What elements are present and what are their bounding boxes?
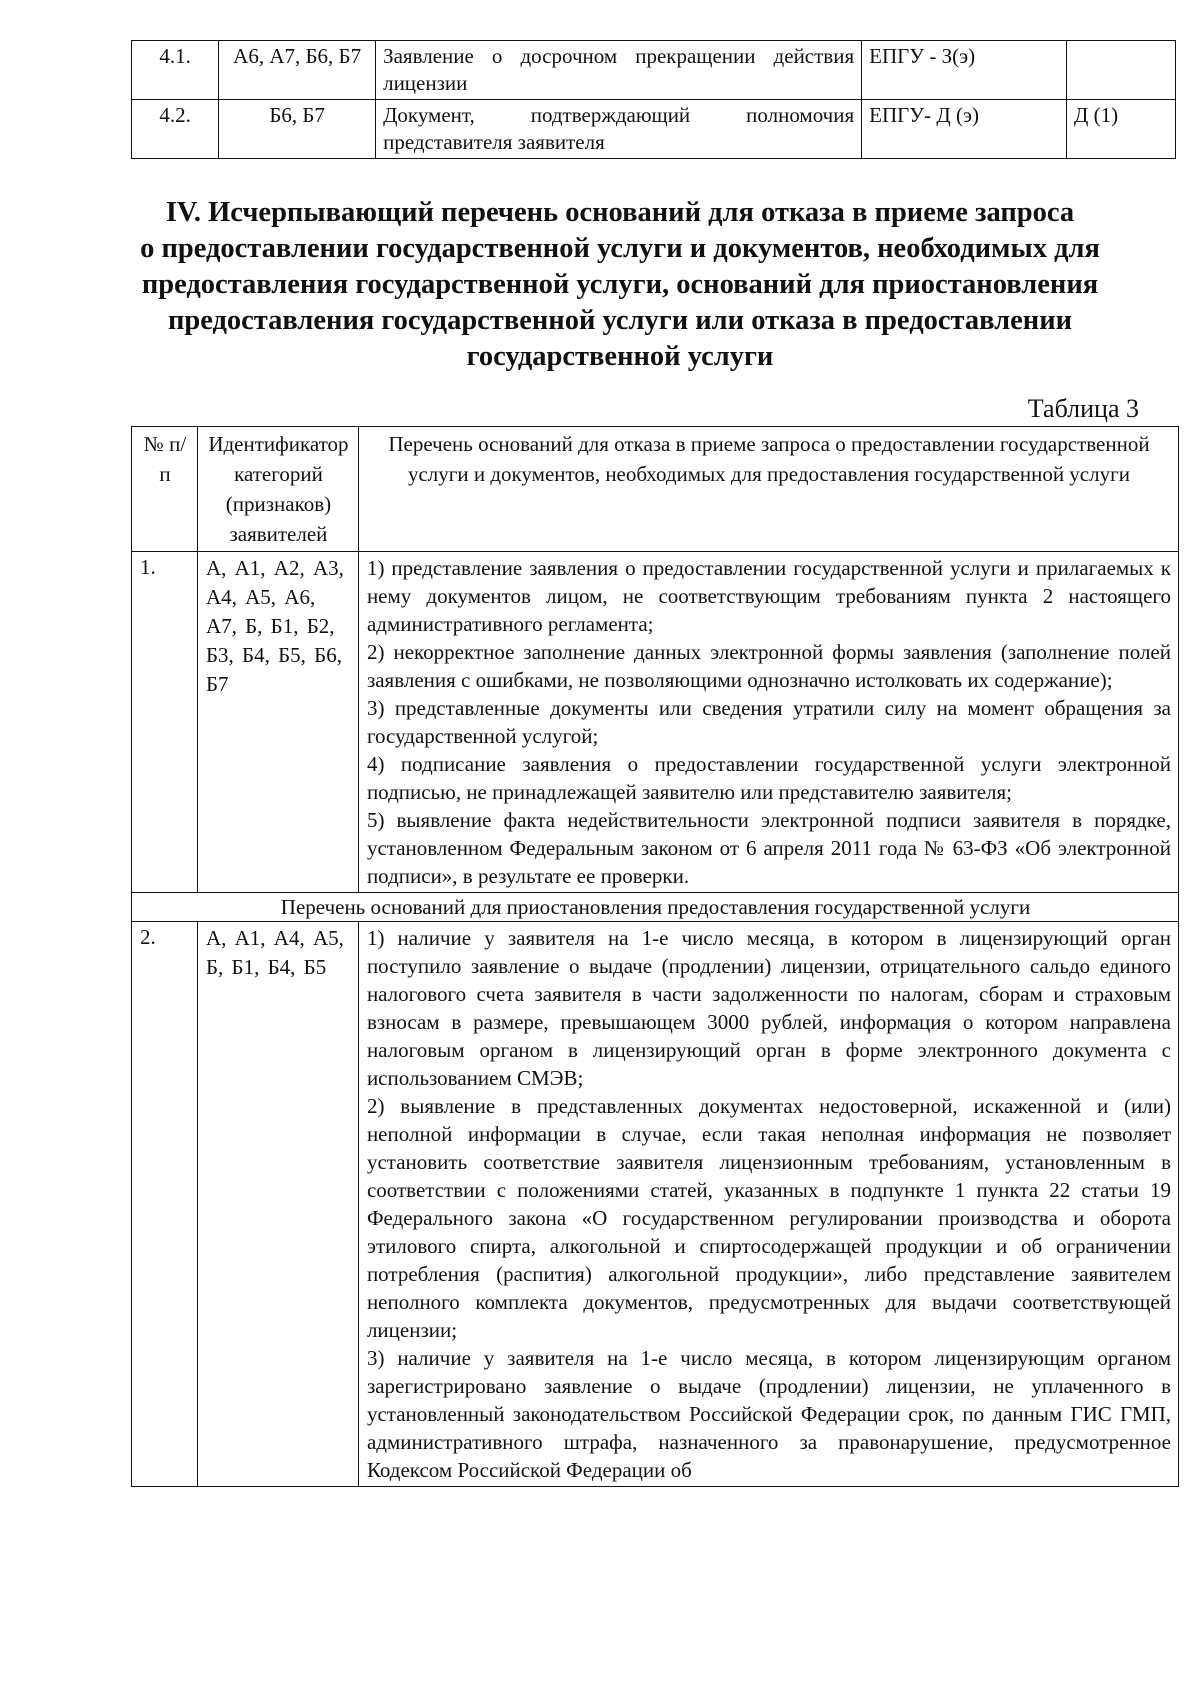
suspension-grounds-header: Перечень оснований для приостановления предоставления государственной услуги (132, 893, 1179, 922)
table-row (132, 922, 1179, 1487)
heading-line: государственной услуги (466, 341, 774, 372)
table-caption: Таблица 3 (1027, 394, 1139, 423)
list-item: 1) представление заявления о предоставлении государственной услуги и прилагаемых к нему документов лицом, не соответствующим требованиям пункта 2 настоящего административного регламента; (366, 556, 1171, 636)
table-header-row (132, 427, 1179, 552)
list-item: 2) некорректное заполнение данных электронной формы заявления (заполнение полей заявления с ошибками, не позволяющими однозначно истолковать их содержание); (366, 640, 1171, 692)
table-row (132, 41, 1176, 100)
list-item: 4) подписание заявления о предоставлении государственной услуги электронной подписью, не принадлежащей заявителю или представителю заявителя; (366, 752, 1171, 804)
table-section-row (132, 893, 1179, 922)
row-number: 4.1. (132, 41, 219, 100)
list-item: 1) наличие у заявителя на 1-е число месяца, в котором в лицензирующий орган поступило заявление о выдаче (продлении) лицензии, отрицательного сальдо единого налогового счета заявителя в части задолженности по налогам, сборам и страховым взносам в размере, превышающем 3000 рублей, информация о котором направлена налоговым органом в лицензирующий орган в форме электронного документа с использованием СМЭВ; (366, 926, 1171, 1090)
heading-line: предоставления государственной услуги, оснований для приостановления (141, 269, 1099, 300)
applicant-categories: А6, А7, Б6, Б7 (219, 41, 376, 100)
document-source: ЕПГУ- Д (э) (862, 100, 1067, 159)
list-item: 5) выявление факта недействительности электронной подписи заявителя в порядке, установленном Федеральным законом от 6 апреля 2011 года № 63-ФЗ «Об электронной подписи», в результате ее проверки. (366, 808, 1171, 888)
header-grounds: Перечень оснований для отказа в приеме запроса о предоставлении государственной услуги и документов, необходимых для предоставления государственной услуги (358, 427, 1178, 552)
row-number: 2. (132, 922, 198, 1487)
header-number: № п/п (132, 427, 198, 552)
heading-line: предоставления государственной услуги или отказа в предоставлении (167, 305, 1073, 336)
applicant-categories: Б6, Б7 (219, 100, 376, 159)
table-row (132, 100, 1176, 159)
document-name: Заявление о досрочном прекращении действия лицензии (376, 41, 862, 100)
documents-table-continuation (131, 40, 1176, 159)
document-name: Документ, подтверждающий полномочия представителя заявителя (376, 100, 862, 159)
section-heading (140, 195, 1100, 375)
applicant-categories: А, А1, А4, А5, Б, Б1, Б4, Б5 (197, 922, 358, 1487)
table-row (132, 552, 1179, 893)
row-number: 4.2. (132, 100, 219, 159)
heading-line: о предоставлении государственной услуги и документов, необходимых для (140, 233, 1100, 264)
list-item: 3) представленные документы или сведения утратили силу на момент обращения за государственной услугой; (366, 696, 1171, 748)
row-number: 1. (132, 552, 198, 893)
grounds-list (358, 552, 1178, 893)
grounds-list (358, 922, 1178, 1487)
list-item: 2) выявление в представленных документах недостоверной, искаженной и (или) неполной информации в случае, если такая неполная информация не позволяет установить соответствие заявителя лицензионным требованиям, установленным в соответствии с положениями статей, указанных в подпункте 1 пункта 22 статьи 19 Федерального закона «О государственном регулировании производства и оборота этилового спирта, алкогольной и спиртосодержащей продукции и об ограничении потребления (распития) алкогольной продукции», либо представление заявителем неполного комплекта документов, предусмотренных для выдачи соответствующей лицензии; (366, 1094, 1171, 1342)
list-item: 3) наличие у заявителя на 1-е число месяца, в котором лицензирующим органом зарегистрировано заявление о выдаче (продлении) лицензии, не уплаченного в установленный законодательством Российской Федерации срок, по данным ГИС ГМП, административного штрафа, назначенного за правонарушение, предусмотренное Кодексом Российской Федерации об (366, 1346, 1171, 1482)
grounds-table (131, 426, 1179, 1487)
document-extra: Д (1) (1067, 100, 1176, 159)
heading-line: IV. Исчерпывающий перечень оснований для отказа в приеме запроса (165, 197, 1075, 228)
document-extra (1067, 41, 1176, 100)
document-source: ЕПГУ - З(э) (862, 41, 1067, 100)
applicant-categories: А, А1, А2, А3, А4, А5, А6, А7, Б, Б1, Б2, Б3, Б4, Б5, Б6, Б7 (197, 552, 358, 893)
header-categories: Идентификатор категорий (признаков) заявителей (197, 427, 358, 552)
